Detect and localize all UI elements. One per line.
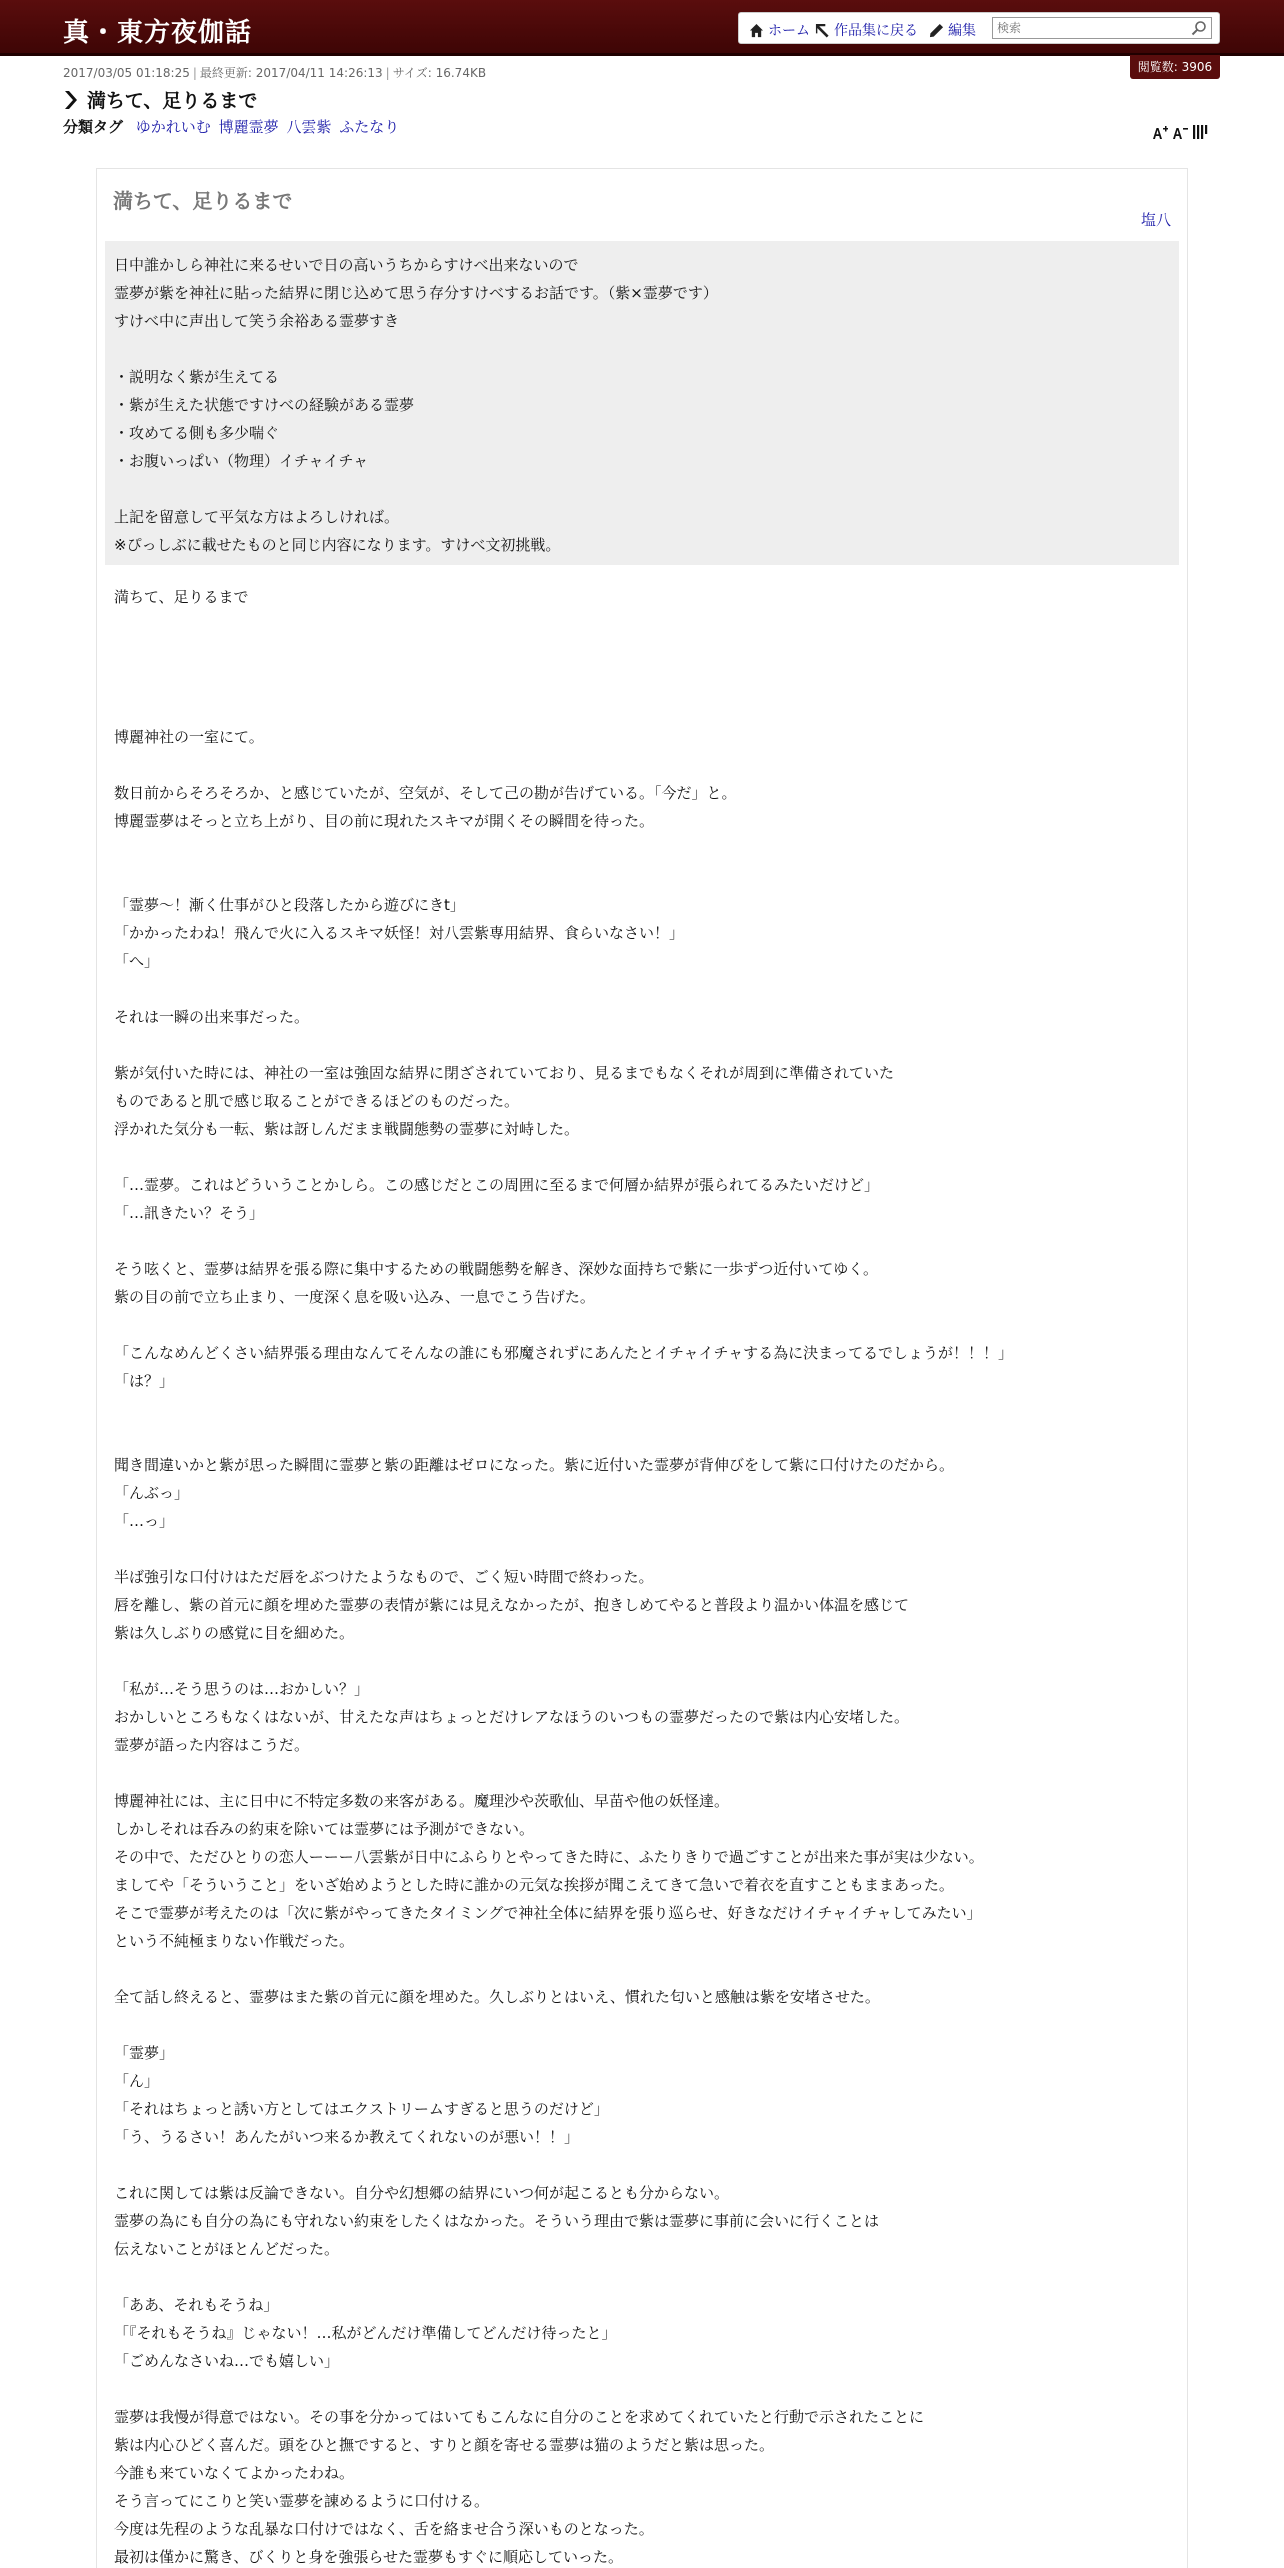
meta-separator: | [385, 66, 390, 80]
body-line [114, 1759, 1174, 1787]
body-line: 「私が…そう思うのは…おかしい？」 [114, 1680, 370, 1698]
body-line [114, 975, 1174, 1003]
body-line [114, 2263, 1174, 2291]
body-line [114, 2011, 1174, 2039]
body-line: という不純極まりない作戦だった。 [114, 1932, 355, 1950]
work-title [63, 86, 257, 113]
site-title[interactable]: 真・東方夜伽話 [63, 18, 253, 48]
meta-info [63, 64, 486, 81]
story-title: 満ちて、足りるまで [113, 189, 293, 213]
body-line [114, 835, 1174, 863]
body-line: 「ごめんなさいね…でも嬉しい」 [114, 2352, 340, 2370]
body-line [114, 863, 1174, 891]
search-input[interactable] [992, 17, 1212, 39]
body-line [114, 1031, 1174, 1059]
body-line: 「んぶっ」 [114, 1484, 190, 1502]
body-line: そう呟くと、霊夢は結界を張る際に集中するための戦闘態勢を解き、深妙な面持ちで紫に一歩ずつ近付いてゆく。 [114, 1260, 878, 1278]
vertical-text-icon[interactable] [1192, 124, 1208, 140]
body-line [114, 2375, 1174, 2403]
preface-line: ・説明なく紫が生えてる [114, 368, 280, 386]
preface-line [114, 335, 1170, 363]
story-body [114, 583, 1174, 2568]
body-line: 「へ」 [114, 952, 160, 970]
body-line: 今誰も来ていなくてよかったわね。 [114, 2464, 355, 2482]
body-line: 数日前からそろそろか、と感じていたが、空気が、そして己の勘が告げている。「今だ」と。 [114, 784, 737, 802]
body-line: 「『それもそうね』じゃない！…私がどんだけ準備してどんだけ待ったと」 [114, 2324, 617, 2342]
body-line: しかしそれは呑みの約束を除いては霊夢には予測ができない。 [114, 1820, 535, 1838]
body-line: 「かかったわね！飛んで火に入るスキマ妖怪！対八雲紫専用結界、食らいなさい！」 [114, 924, 685, 942]
body-line: 伝えないことがほとんどだった。 [114, 2240, 340, 2258]
tag-link[interactable]: 八雲紫 [286, 118, 332, 136]
body-line: ものであると肌で感じ取ることができるほどのものだった。 [114, 1092, 520, 1110]
file-size: サイズ: 16.74KB [392, 66, 487, 80]
body-line: それは一瞬の出来事だった。 [114, 1008, 310, 1026]
preface-line: すけべ中に声出して笑う余裕ある霊夢すき [114, 312, 400, 330]
body-line: 「こんなめんどくさい結界張る理由なんてそんなの誰にも邪魔されずにあんたとイチャイチャする為に決まってるでしょうが！！！」 [114, 1344, 1013, 1362]
nav-edit-link[interactable] [929, 20, 976, 40]
tag-link[interactable]: 博麗霊夢 [218, 118, 279, 136]
tag-link[interactable]: ふたなり [339, 118, 400, 136]
view-tools [1152, 124, 1208, 140]
body-line [114, 1143, 1174, 1171]
body-line: 「ん」 [114, 2072, 160, 2090]
body-line [114, 1955, 1174, 1983]
body-line: 霊夢は我慢が得意ではない。その事を分かってはいてもこんなに自分のことを求めてくれていたと行動で示されたことに [114, 2408, 925, 2426]
body-line: 満ちて、足りるまで [114, 588, 249, 606]
tag-label: 分類タグ [63, 118, 124, 136]
home-icon [749, 23, 764, 38]
text-size-up-icon[interactable] [1152, 124, 1168, 140]
body-line [114, 695, 1174, 723]
body-line: 博麗神社の一室にて。 [114, 728, 264, 746]
nav-back-link[interactable] [815, 20, 918, 40]
body-line [114, 1227, 1174, 1255]
preface-line [114, 475, 1170, 503]
body-line [114, 1423, 1174, 1451]
body-line: 「は？」 [114, 1372, 175, 1390]
preface-line: ・攻めてる側も多少喘ぐ [114, 424, 280, 442]
preface-box [105, 241, 1179, 565]
body-line: 霊夢が語った内容はこうだ。 [114, 1736, 310, 1754]
body-line: 「霊夢〜！漸く仕事がひと段落したから遊びにきt」 [114, 896, 465, 914]
body-line: そう言ってにこりと笑い霊夢を諌めるように口付ける。 [114, 2492, 490, 2510]
return-arrow-icon [815, 23, 830, 38]
chevron-right-icon [63, 90, 79, 110]
meta-separator: | [192, 66, 197, 80]
nav-home-label: ホーム [768, 23, 810, 39]
body-line: 「ああ、それもそうね」 [114, 2296, 279, 2314]
pencil-icon [929, 23, 944, 38]
body-line: 「霊夢」 [114, 2044, 175, 2062]
body-line: 最初は僅かに驚き、びくりと身を強張らせた霊夢もすぐに順応していった。 [114, 2548, 623, 2566]
preface-line: 霊夢が紫を神社に貼った結界に閉じ込めて思う存分すけべするお話です。（紫×霊夢です） [114, 284, 718, 302]
posted-date: 2017/03/05 01:18:25 [63, 66, 190, 80]
tag-link[interactable]: ゆかれいむ [135, 118, 211, 136]
nav-bar [738, 12, 1220, 44]
body-line: 浮かれた気分も一転、紫は訝しんだまま戦闘態勢の霊夢に対峙した。 [114, 1120, 580, 1138]
body-line: 博麗神社には、主に日中に不特定多数の来客がある。魔理沙や茨歌仙、早苗や他の妖怪達。 [114, 1792, 730, 1810]
body-line: おかしいところもなくはないが、甘えたな声はちょっとだけレアなほうのいつもの霊夢だったので紫は内心安堵した。 [114, 1708, 910, 1726]
body-line: 博麗霊夢はそっと立ち上がり、目の前に現れたスキマが開くその瞬間を待った。 [114, 812, 655, 830]
body-line: 紫は内心ひどく喜んだ。頭をひと撫ですると、すりと顔を寄せる霊夢は猫のようだと紫は思った。 [114, 2436, 775, 2454]
body-line: 「…っ」 [114, 1512, 175, 1530]
body-line: ましてや「そういうこと」をいざ始めようとした時に誰かの元気な挨拶が聞こえてきて急いで着衣を直すこともままあった。 [114, 1876, 954, 1894]
body-line: 霊夢の為にも自分の為にも守れない約束をしたくはなかった。そういう理由で紫は霊夢に事前に会いに行くことは [114, 2212, 880, 2230]
body-line: 紫の目の前で立ち止まり、一度深く息を吸い込み、一息でこう告げた。 [114, 1288, 595, 1306]
story-card [96, 168, 1188, 2568]
body-line: そこで霊夢が考えたのは「次に紫がやってきたタイミングで神社全体に結界を張り巡らせ、好きなだけイチャイチャしてみたい」 [114, 1904, 982, 1922]
body-line: これに関しては紫は反論できない。自分や幻想郷の結界にいつ何が起こるとも分からない。 [114, 2184, 730, 2202]
updated-date: 最終更新: 2017/04/11 14:26:13 [199, 66, 383, 80]
body-line [114, 1535, 1174, 1563]
body-line: 「…訊きたい？そう」 [114, 1204, 265, 1222]
preface-line: ・紫が生えた状態ですけべの経験がある霊夢 [114, 396, 415, 414]
body-line [114, 1395, 1174, 1423]
body-line [114, 667, 1174, 695]
body-line [114, 611, 1174, 639]
body-line: 「それはちょっと誘い方としてはエクストリームすぎると思うのだけど」 [114, 2100, 609, 2118]
site-header [0, 0, 1284, 56]
preface-line: 日中誰かしら神社に来るせいで日の高いうちからすけべ出来ないので [114, 256, 579, 274]
tag-row [63, 116, 402, 137]
body-line: 紫が気付いた時には、神社の一室は強固な結界に閉ざされていており、見るまでもなくそれが周到に準備されていた [114, 1064, 895, 1082]
body-line: 今度は先程のような乱暴な口付けではなく、舌を絡ませ合う深いものとなった。 [114, 2520, 654, 2538]
nav-back-label: 作品集に戻る [834, 23, 918, 39]
body-line: その中で、ただひとりの恋人ーーー八雲紫が日中にふらりとやってきた時に、ふたりきりで過ごすことが出来た事が実は少ない。 [114, 1848, 984, 1866]
body-line: 「う、うるさい！あんたがいつ来るか教えてくれないのが悪い！！」 [114, 2128, 580, 2146]
author-link[interactable]: 塩八 [1140, 211, 1171, 229]
body-line: 全て話し終えると、霊夢はまた紫の首元に顔を埋めた。久しぶりとはいえ、慣れた匂いと感触は紫を安堵させた。 [114, 1988, 880, 2006]
body-line: 「…霊夢。これはどういうことかしら。この感じだとこの周囲に至るまで何層か結界が張られてるみたいだけど」 [114, 1176, 880, 1194]
body-line [114, 1311, 1174, 1339]
nav-edit-label: 編集 [948, 23, 976, 39]
body-line [114, 1647, 1174, 1675]
search-icon[interactable] [1191, 20, 1207, 36]
view-count-badge: 閲覧数: 3906 [1130, 55, 1220, 79]
body-line: 紫は久しぶりの感覚に目を細めた。 [114, 1624, 355, 1642]
preface-line: ・お腹いっぱい（物理）イチャイチャ [114, 452, 369, 470]
body-line: 半ば強引な口付けはただ唇をぶつけたようなもので、ごく短い時間で終わった。 [114, 1568, 654, 1586]
body-line [114, 751, 1174, 779]
text-size-down-icon[interactable] [1172, 124, 1188, 140]
body-line: 唇を離し、紫の首元に顔を埋めた霊夢の表情が紫には見えなかったが、抱きしめてやると普段より温かい体温を感じて [114, 1596, 910, 1614]
preface-line: 上記を留意して平気な方はよろしければ。 [114, 508, 400, 526]
nav-home-link[interactable] [749, 20, 810, 40]
body-line [114, 2151, 1174, 2179]
body-line [114, 639, 1174, 667]
body-line: 聞き間違いかと紫が思った瞬間に霊夢と紫の距離はゼロになった。紫に近付いた霊夢が背伸びをして紫に口付けたのだから。 [114, 1456, 955, 1474]
work-title-text: 満ちて、足りるまで [87, 90, 258, 112]
preface-line: ※ぴっしぶに載せたものと同じ内容になります。すけべ文初挑戦。 [114, 536, 561, 554]
